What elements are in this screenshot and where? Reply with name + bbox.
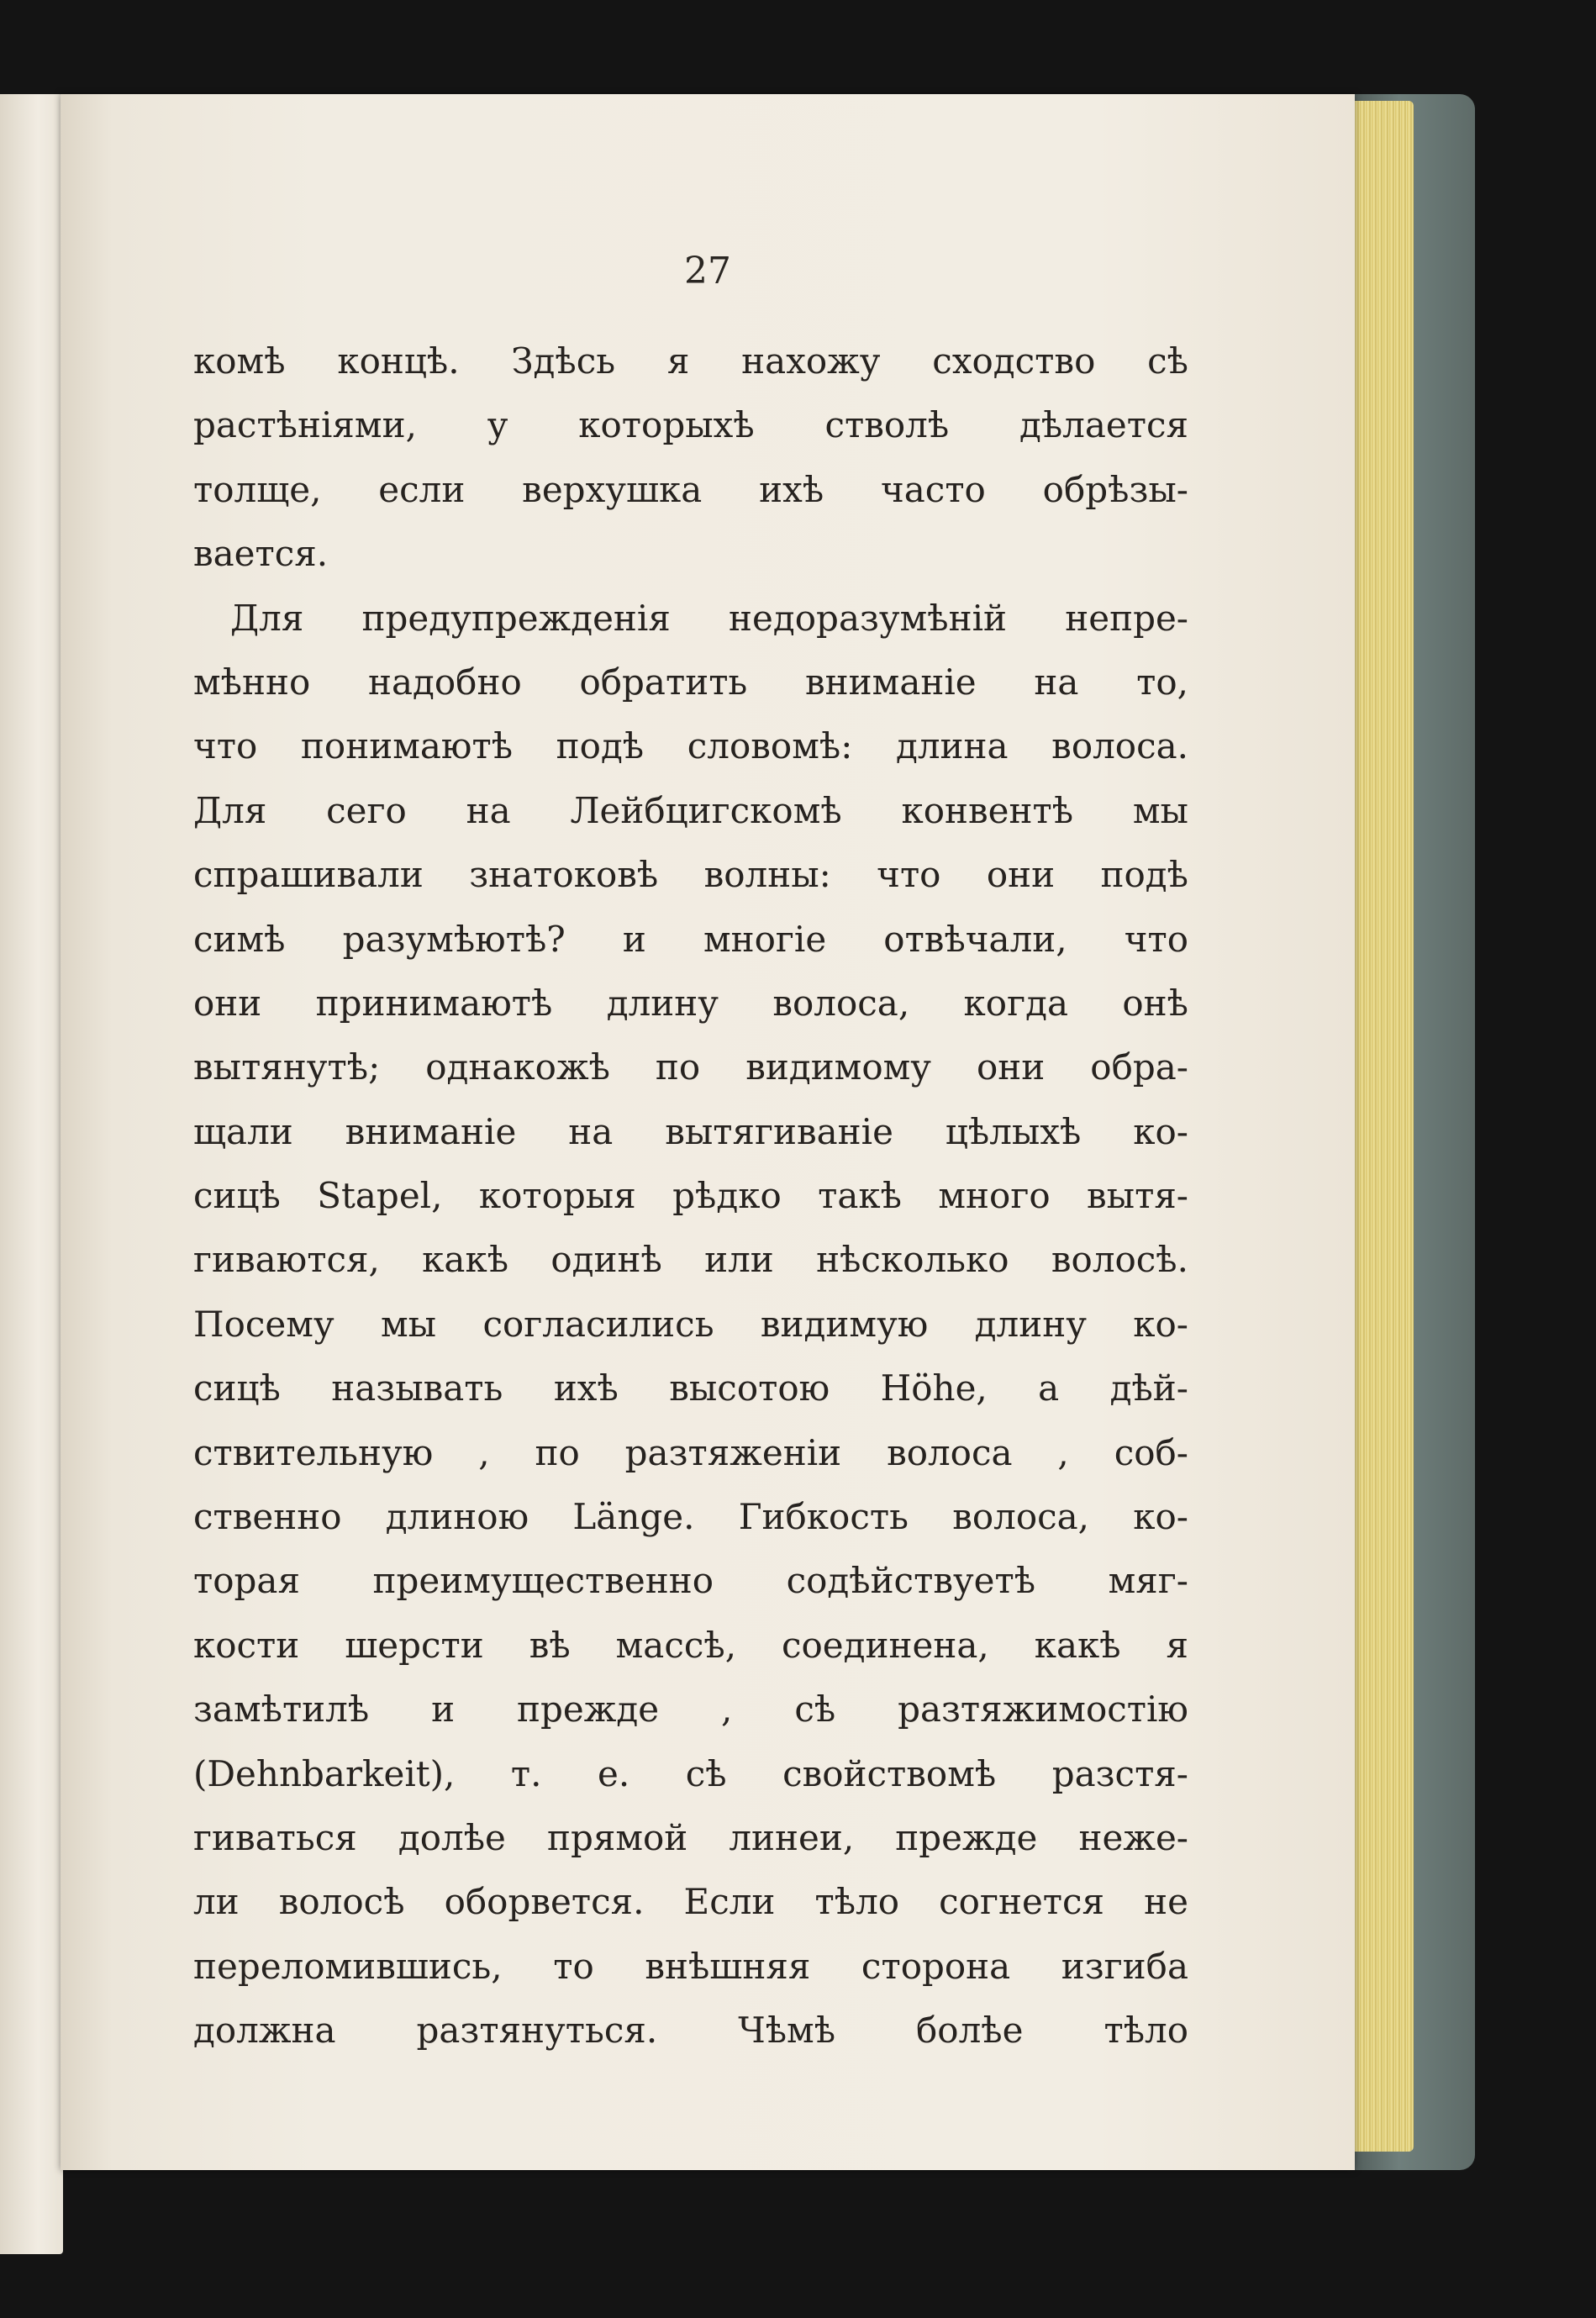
text-line: (Dehnbarkeit), т. е. сѣ свойствомѣ разстя- — [193, 1752, 1188, 1794]
text-line: спрашивали знатоковѣ волны: что они подѣ — [193, 854, 1188, 896]
text-line: гиваться долѣе прямой линеи, прежде неже- — [193, 1816, 1188, 1858]
text-line: торая преимущественно содѣйствуетѣ мяг- — [193, 1560, 1188, 1602]
text-line: комѣ концѣ. Здѣсь я нахожу сходство сѣ — [193, 340, 1188, 382]
text-line: щали вниманіе на вытягиваніе цѣлыхѣ ко- — [193, 1110, 1188, 1152]
text-line: Посему мы согласились видимую длину ко- — [193, 1303, 1188, 1345]
text-line: Для сего на Лейбцигскомѣ конвентѣ мы — [193, 789, 1188, 831]
text-line: сицѣ называть ихѣ высотою Höhe, а дѣй- — [193, 1367, 1188, 1409]
text-line: ственно длиною Länge. Гибкость волоса, ко- — [193, 1496, 1188, 1538]
text-line: Для предупрежденія недоразумѣній непре- — [230, 597, 1188, 639]
text-line: что понимаютѣ подѣ словомѣ: длина волоса. — [193, 725, 1188, 767]
text-line: кости шерсти вѣ массѣ, соединена, какѣ я — [193, 1624, 1188, 1666]
text-line: должна разтянуться. Чѣмѣ болѣе тѣло — [193, 2010, 1188, 2052]
text-line: ли волосѣ оборвется. Если тѣло согнется не — [193, 1881, 1188, 1923]
text-line: толще, если верхушка ихѣ часто обрѣзы- — [193, 468, 1188, 510]
text-line: вается. — [193, 533, 329, 575]
body-text — [193, 329, 1188, 2063]
text-line: гиваются, какѣ одинѣ или нѣсколько волосѣ. — [193, 1239, 1188, 1281]
text-line: вытянутѣ; однакожѣ по видимому они обра- — [193, 1046, 1188, 1088]
facing-page-edge — [0, 94, 63, 2254]
text-line: ствительную , по разтяженіи волоса , соб- — [193, 1431, 1188, 1473]
text-line: замѣтилѣ и прежде , сѣ разтяжимостію — [193, 1688, 1188, 1731]
text-line: симѣ разумѣютѣ? и многіе отвѣчали, что — [193, 918, 1188, 960]
book-page — [61, 94, 1355, 2170]
page-number: 27 — [684, 250, 731, 292]
text-line: мѣнно надобно обратить вниманіе на то, — [193, 661, 1188, 703]
text-line: они принимаютѣ длину волоса, когда онѣ — [193, 982, 1188, 1024]
text-line: растѣніями, у которыхѣ стволѣ дѣлается — [193, 404, 1188, 446]
text-line: переломившись, то внѣшняя сторона изгиба — [193, 1945, 1188, 1987]
text-line: сицѣ Stapel, которыя рѣдко такѣ много вытя- — [193, 1175, 1188, 1217]
